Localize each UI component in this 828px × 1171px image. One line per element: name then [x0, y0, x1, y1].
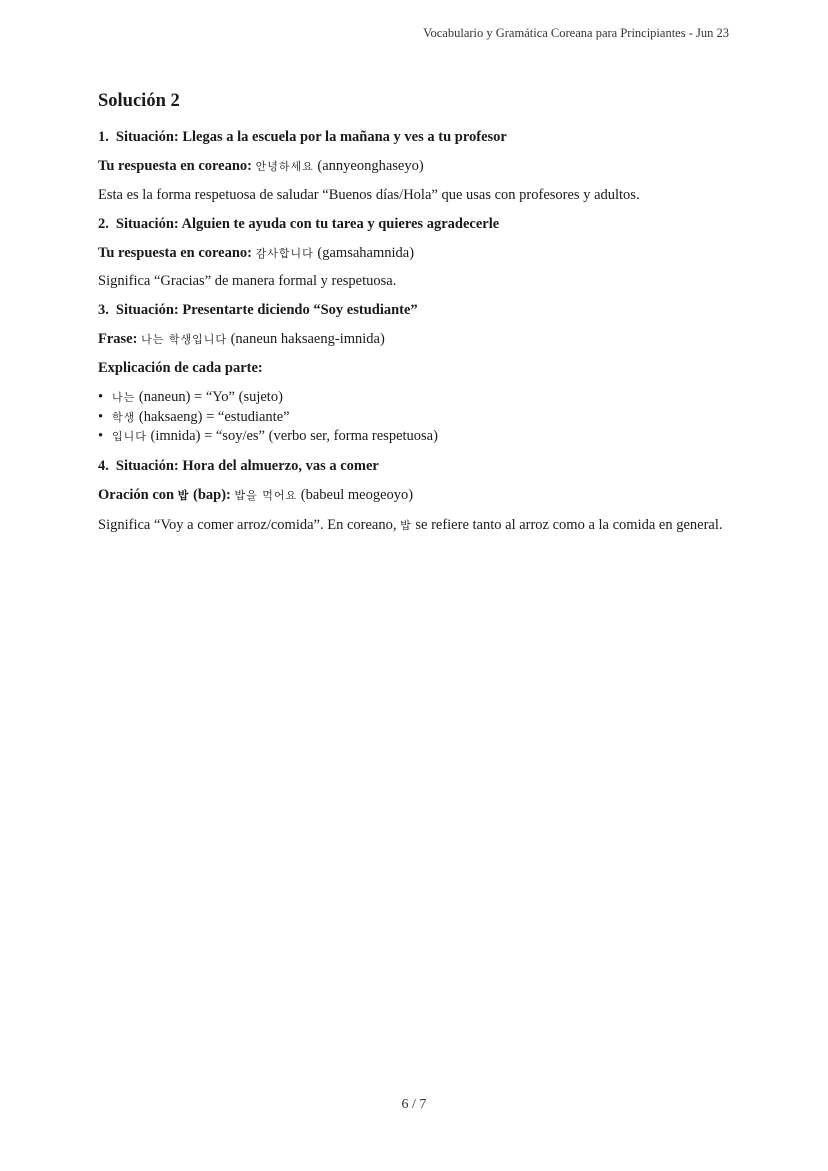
section-title: Solución 2 [98, 91, 180, 111]
romanization: (gamsahamnida) [317, 244, 415, 261]
sentence-label [98, 487, 231, 503]
part-description: (haksaeng) = “estudiante” [138, 408, 290, 425]
korean-text: 안녕하세요 [255, 160, 314, 174]
korean-text: 밥을 먹어요 [234, 488, 298, 502]
list-item [98, 408, 730, 428]
sentence-label-post: (bap): [193, 486, 231, 503]
list-item [98, 388, 730, 408]
situation-heading-4 [98, 457, 730, 476]
bullet-icon: • [98, 388, 104, 405]
list-item [98, 427, 730, 447]
korean-text: 나는 [112, 390, 136, 404]
situation-number: 1. [98, 129, 109, 146]
answer-line-2 [98, 244, 730, 263]
sentence-line-4 [98, 486, 730, 505]
explanation-2: Significa “Gracias” de manera formal y respetuosa. [98, 273, 397, 290]
sentence-label-pre: Oración con [98, 486, 175, 503]
korean-text: 나는 학생입니다 [141, 333, 227, 347]
document-body [98, 90, 730, 545]
parts-heading [98, 359, 730, 378]
bullet-icon: • [98, 428, 104, 445]
situation-number: 3. [98, 302, 109, 319]
situation-number: 2. [98, 215, 109, 232]
korean-text: 학생 [112, 410, 136, 424]
situation-heading-1 [98, 128, 730, 147]
bullet-icon: • [98, 408, 104, 425]
situation-text: Situación: Llegas a la escuela por la mañana y ves a tu profesor [115, 129, 507, 146]
situation-number: 4. [98, 457, 109, 474]
situation-text: Situación: Alguien te ayuda con tu tarea y quieres agradecerle [115, 215, 500, 232]
answer-label: Tu respuesta en coreano: [98, 244, 253, 261]
romanization: (annyeonghaseyo) [317, 158, 424, 175]
part-description: (imnida) = “soy/es” (verbo ser, forma respetuosa) [150, 428, 438, 445]
situation-heading-2 [98, 215, 730, 234]
answer-label: Tu respuesta en coreano: [98, 158, 253, 175]
korean-text: 입니다 [112, 430, 147, 444]
explanation-post: se refiere tanto al arroz como a la comida en general. [415, 516, 723, 533]
situation-text: Situación: Hora del almuerzo, vas a comer [115, 457, 379, 474]
romanization: (naneun haksaeng-imnida) [230, 331, 385, 348]
page-number: 6 / 7 [401, 1097, 427, 1112]
parts-label: Explicación de cada parte: [98, 359, 263, 376]
explanation-4 [98, 515, 730, 536]
explanation-1: Esta es la forma respetuosa de saludar “Buenos días/Hola” que usas con profesores y adultos. [98, 186, 640, 203]
situation-heading-3 [98, 301, 730, 320]
part-description: (naneun) = “Yo” (sujeto) [138, 388, 283, 405]
korean-text: 밥 [177, 488, 190, 502]
romanization: (babeul meogeoyo) [300, 486, 414, 503]
parts-list [98, 388, 730, 447]
explanation-pre: Significa “Voy a comer arroz/comida”. En coreano, [98, 516, 397, 533]
korean-text: 감사합니다 [255, 246, 314, 260]
answer-line-1 [98, 157, 730, 176]
korean-text: 밥 [400, 518, 412, 532]
phrase-label: Frase: [98, 331, 138, 348]
running-header: Vocabulario y Gramática Coreana para Principiantes - Jun 23 [423, 26, 729, 40]
phrase-line-3 [98, 330, 730, 349]
situation-text: Situación: Presentarte diciendo “Soy estudiante” [115, 302, 418, 319]
